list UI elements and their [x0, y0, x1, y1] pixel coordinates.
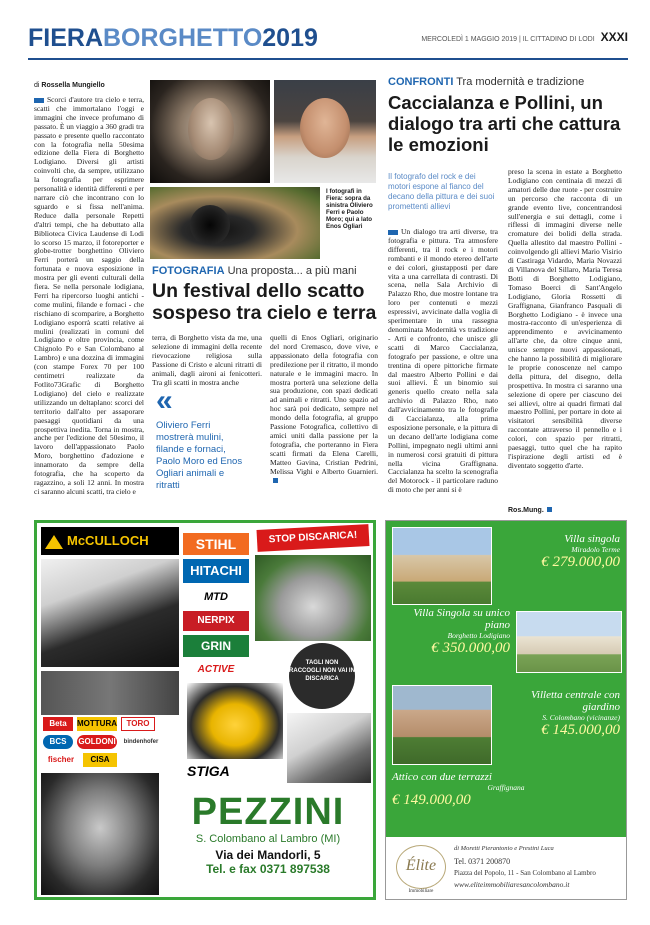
house-image-3: [392, 685, 492, 765]
listing-2[interactable]: [392, 607, 510, 657]
elite-website[interactable]: www.eliteimmobiliaresancolombano.it: [454, 880, 570, 889]
section-brand: [28, 24, 318, 53]
listing-3-title: Villetta centrale con giardino: [531, 689, 620, 713]
elite-logo-text: Élite: [405, 857, 437, 874]
left-kicker-sub: Una proposta... a più mani: [227, 265, 357, 277]
stihl-logo: STIHL: [183, 533, 249, 555]
face-moro: [300, 98, 350, 158]
beta-logo: Beta: [43, 717, 73, 731]
toro-logo: TORO: [121, 717, 155, 731]
pezzini-name: PEZZINI: [191, 791, 345, 833]
elite-owners: di Moretti Pierantonio e Prestini Luca: [454, 845, 554, 852]
brand-borghetto: BORGHETTO: [103, 24, 263, 52]
left-col3-text: quelli di Enos Ogliari, originario del nord Cremasco, dove vive, e appassionato della fotografia con predilezione per il ritratto, il mondo naturale e le immagini macro. In mostra porterà una selezione della sua produzione, con spazi dedicati ad animali e ritratti. Uno spazio ad hoc sarà poi dedicato, sempre nel mondo della fotografia, al gruppo Passione Fotografica, collettivo di amici uniti dalla passione per la fotografia, che porteranno in Fiera scatti firmati da Elena Carelli, Matteo Gavina, Cristian Pedrini, Melissa Vighi e Alberto Guarnieri.: [270, 333, 378, 476]
byline-author: Rossella Mungiello: [41, 82, 105, 89]
left-col1-text: Scorci d'autore tra cielo e terra, scatti che immortalano l'oggi e immagini che invece profumano di passato. È un viaggio a 360 gradi tra passato e presente quello raccontato con la fotografia nella 50esima edizione della Fiera di Borghetto Lodigiano. Diversi gli artisti coinvolti che, da sempre, utilizzano la fotografia per esprimere personalità e identità differenti e per narrare ciò che incontrano con lo sguardo e si fissa nell'anima. Reduce dalla personale Repetti d'altri tempi, che ha debuttato alla Biblioteca Civica Laudense di Lodi lo scorso 15 marzo, il fotoreporter e globe-trotter borghettino Oliviero Ferri porterà un saggio della fortunata e nuova esposizione in mostra per gli eventi culturali della fiera. Se nella personale lodigiana, Ferri ha ripercorso luoghi antichi - come mulini, filande e fornaci - che rischiano di scomparire, a Borghetto Lodigiano esporrà scatti relative ai mulini (realizzati in comuni del Lodigiano e oltre provincia, come Chignolo Po e San Colombano al Lambro) e una dozzina di immagini (con stampe Forex 70 per 100 centimetri realizzate da Fotlito73Grafic di Borghetto Lodigiano) del cielo e realizzate utilizzando un deltaplano: scorci del territorio dall'alto per assaporare paesaggi quotidiani da una prospettiva inedita. Torna in mostra, anche per l'edizione del 50esimo, il lavoro dell'appassionato Paolo Moro, borghettino d'adozione e innamorato da sempre della fotografia, che ha scoperto da ragazzino, a soli 12 anni. In mostra ci saranno alcuni scatti, tra cielo e: [34, 95, 144, 496]
right-col2-text: preso la scena in estate a Borghetto Lodigiano con centinaia di mezzi di amatori delle due ruote - per costruire un percorso che racconta di un grande evento live, concentrandosi sull'energia e sui dettagli, come i riflessi di immagini diverse nelle cromature dei bolidi della strada. Quella allestito dal maestro Pollini - coinvolgendo gli allievi Mario Visirio di Castiraga Vidardo, Maria Novazzi di Villanova del Sillaro, Maria Teresa Botti di Borghetto Lodigiano, Tomaso Boerci di Sant'Angelo Lodigiano, Gloria Rossetti di Graffignana, Gianfranco Pasquali di Borghetto Lodigiano - è invece una mostra-racconto di un'esperienza di apprendimento e avvicinamento all'arte che, da oltre cinque anni, unisce sempre nuovi appassionati, che hanno la possibilità di migliorare le proprie conoscenze nel campo della pittura, del disegno, della prospettiva. In mostra ci saranno una selezione di opere per ciascuno dei sei allievi, oltre ai quadri firmati dal maestro Pollini, per portare in dote ai visitatori sensibilità diverse raccontate attraverso il pennello e i colori, con spazio per ritratti, paesaggi, tutto quel che ha rapito l'ispirazione degli artisti ed è diventato soggetto d'arte.: [508, 167, 622, 470]
left-article-title: Un festival dello scatto sospeso tra cielo e terra: [152, 280, 377, 324]
elite-logo-sub: Immobiliare: [408, 889, 434, 894]
camera-lens: [190, 205, 230, 245]
active-logo: ACTIVE: [183, 661, 249, 679]
left-article-col2: [152, 333, 262, 387]
listing-1-title: Villa singola: [564, 533, 620, 545]
photo-caption: I fotografi in Fiera: sopra da sinistra Oliviero Ferri e Paolo Moro; qui a lato Enos Ogliari: [326, 188, 373, 230]
push-mower-image: [41, 773, 159, 895]
right-col1-text: Un dialogo tra arti diverse, tra fotografia e pittura. Tra atmosfere differenti, tra il rock e i motori rombanti e il mondo etereo dell'arte e dei colori, giustapposti per dare vita a una carrellata di contrasti. Di scena, nella Sala Archivio di Palazzo Rho, due mostre lontane tra loro per contenuti e mezzi espressivi, avvicinate dalla voglia di sperimentare in una rassegna denominata Modernità vs tradizione - Arti e confronto, che unisce gli scatti di Marco Caccialanza, fotografo per passione, e oltre una trentina di opere pittoriche firmate dal maestro Alberto Pollini e dai suoi allievi. È un binomio sui generis quello creato nella sala archivio di Palazzo Rho, nato dall'avvicinamento tra le fotografie di Caccialanza, alla prima esposizione personale, e la pittura di un decano dell'arte lodigiana come Pollini, impegnato negli ultimi anni in numerosi corsi gratuiti di pittura nella vicina Graffignana. Caccialanza ha scelto la scenografia del Motorock - il particolare raduno di moto che per anni si è: [388, 227, 498, 495]
right-article-col2: [508, 168, 622, 506]
right-article-col1: [388, 228, 498, 518]
header-meta: [421, 30, 628, 44]
right-kicker: [388, 76, 584, 88]
ad-elite-immobiliare[interactable]: [385, 520, 627, 900]
listing-3[interactable]: [496, 689, 620, 739]
mcculloch-logo: [41, 527, 179, 555]
header-rule: [28, 58, 628, 60]
tractor-image: [41, 559, 179, 667]
mottura-logo: MOTTURA: [77, 717, 117, 731]
pull-quote: Oliviero Ferri mostrerà mulini, filande e fornaci, Paolo Moro ed Enos Ogliari animali e ritratti: [156, 420, 243, 491]
listing-1-location: Miradolo Terme: [571, 545, 620, 554]
face-ferri: [188, 98, 234, 160]
signature-text: Ros.Mung.: [508, 507, 544, 514]
left-kicker: [152, 265, 357, 277]
left-kicker-label: FOTOGRAFIA: [152, 265, 225, 277]
hitachi-logo: HITACHI: [183, 559, 249, 583]
elite-phone: Tel. 0371 200870: [454, 857, 511, 866]
end-marker-right: [547, 507, 552, 512]
house-image-1: [392, 527, 492, 605]
ride-on-mower-image: [187, 683, 283, 759]
byline: [34, 82, 105, 89]
bindenhofer-logo: bindenhofer: [123, 739, 159, 745]
pezzini-phone: Tel. e fax 0371 897538: [206, 862, 330, 876]
listing-2-price: € 350.000,00: [431, 640, 510, 656]
mcculloch-text: McCULLOCH: [67, 533, 149, 548]
listing-4-title: Attico con due terrazzi: [392, 771, 492, 783]
lawnmower-image: [255, 555, 371, 641]
ad-pezzini[interactable]: [34, 520, 376, 900]
start-marker-right: [388, 230, 398, 235]
pezzini-address: Via dei Mandorli, 5: [215, 848, 321, 862]
listing-4[interactable]: [392, 771, 620, 809]
header-date-paper: MERCOLEDÌ 1 MAGGIO 2019 | IL CITTADINO DI LODI: [421, 36, 595, 43]
left-col2-text: terra, di Borghetto vista da me, una selezione di immagini della recente rievocazione religiosa sulla Passione di Cristo e alcuni ritratti di animali, dagli aironi ai fenicotteri. Tra gli scatti in mostra anche: [152, 333, 262, 387]
chainsaw-image: [41, 671, 179, 715]
page-number: XXXI: [600, 30, 628, 44]
stiga-logo: STIGA: [187, 763, 230, 779]
house-image-2: [516, 611, 622, 673]
goldoni-logo: GOLDONI: [77, 735, 117, 749]
listing-1-price: € 279.000,00: [541, 554, 620, 570]
photo-paolo-moro: [274, 80, 376, 183]
right-kicker-sub: Tra modernità e tradizione: [456, 76, 585, 88]
end-marker: [273, 478, 278, 483]
mtd-logo: MTD: [183, 587, 249, 607]
listing-2-title: Villa Singola su unico piano: [413, 607, 510, 631]
mulching-badge: TAGLI NON RACCOGLI NON VAI IN DISCARICA: [289, 643, 355, 709]
page-header: [28, 24, 628, 54]
brand-fiera: FIERA: [28, 24, 103, 52]
right-article-lead: Il fotografo del rock e dei motori espone al fianco del decano della pittura e dei suoi promettenti allievi: [388, 172, 495, 211]
quote-mark: «: [156, 384, 173, 417]
start-marker: [34, 98, 44, 103]
cisa-logo: CISA: [83, 753, 117, 767]
nerpix-logo: NERPIX: [183, 611, 249, 631]
pezzini-town: S. Colombano al Lambro (MI): [195, 833, 341, 845]
trimmer-image: [287, 713, 371, 783]
listing-1[interactable]: [496, 533, 620, 571]
listing-4-price: € 149.000,00: [392, 792, 471, 808]
elite-footer: [386, 837, 626, 899]
left-article-col1: [34, 96, 144, 498]
grin-logo: GRIN: [183, 635, 249, 657]
listing-3-location: S. Colombano (vicinanze): [542, 713, 620, 722]
listing-4-location: Graffignana: [487, 783, 525, 792]
elite-address: Piazza del Popolo, 11 - San Colombano al Lambro: [454, 869, 596, 877]
left-article-col3: [270, 334, 378, 520]
signature: [508, 507, 622, 516]
mcculloch-triangle-icon: [45, 535, 63, 549]
listing-2-location: Borghetto Lodigiano: [447, 631, 510, 640]
listing-3-price: € 145.000,00: [541, 722, 620, 738]
elite-logo: [396, 845, 446, 889]
stop-discarica-banner: STOP DISCARICA!: [257, 524, 370, 552]
byline-prefix: di: [34, 82, 40, 89]
right-article-title: Caccialanza e Pollini, un dialogo tra arti che cattura le emozioni: [388, 92, 621, 155]
photo-enos-ogliari: [150, 187, 320, 259]
fischer-logo: fischer: [47, 755, 75, 764]
brand-year: 2019: [262, 24, 318, 52]
bcs-logo: BCS: [43, 735, 73, 749]
photo-oliviero-ferri: [150, 80, 270, 183]
right-kicker-label: CONFRONTI: [388, 76, 454, 88]
